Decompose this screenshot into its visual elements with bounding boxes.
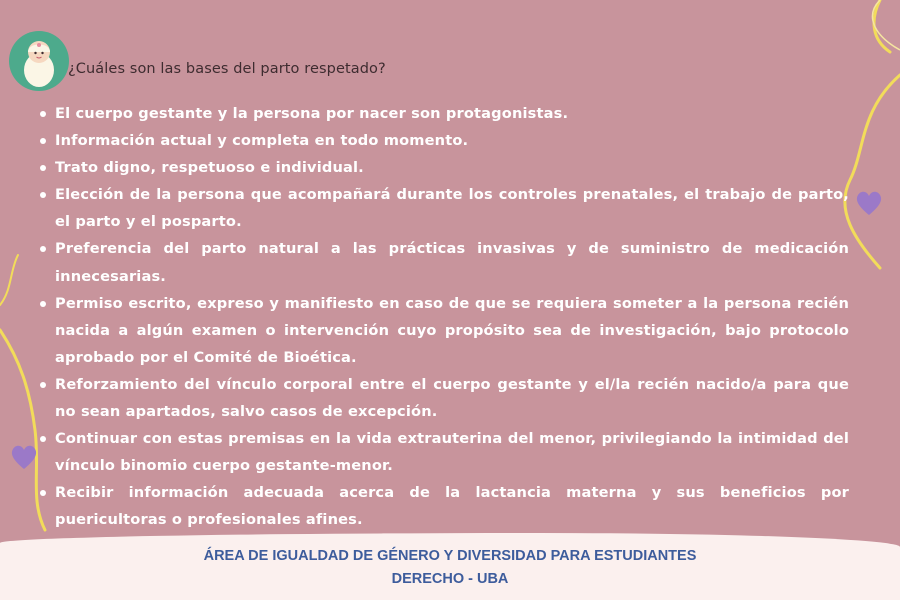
- list-item: Trato digno, respetuoso e individual.: [36, 154, 849, 181]
- decorative-curve-right: [845, 0, 900, 268]
- footer-faculty: DERECHO - UBA: [391, 571, 509, 587]
- bases-list: [36, 100, 849, 534]
- list-item: Reforzamiento del vínculo corporal entre el cuerpo gestante y el/la recién nacido/a para que no sean apartados, salvo casos de excepción.: [36, 371, 849, 425]
- list-item: El cuerpo gestante y la persona por nacer son protagonistas.: [36, 100, 849, 127]
- decorative-curve-left-2: [0, 255, 18, 305]
- decorative-curve-right-2: [873, 0, 900, 50]
- footer-org-name: ÁREA DE IGUALDAD DE GÉNERO Y DIVERSIDAD PARA ESTUDIANTES: [203, 548, 697, 564]
- list-item: Preferencia del parto natural a las prácticas invasivas y de suministro de medicación innecesarias.: [36, 235, 849, 289]
- baby-avatar-icon: [8, 30, 70, 92]
- list-item: Permiso escrito, expreso y manifiesto en caso de que se requiera someter a la persona recién nacida a algún examen o intervención cuyo propósito sea de investigación, bajo protocolo aprobado por el Comité de Bioética.: [36, 290, 849, 371]
- list-item: Recibir información adecuada acerca de la lactancia materna y sus beneficios por puericultoras o profesionales afines.: [36, 479, 849, 533]
- page-question-title: ¿Cuáles son las bases del parto respetado?: [68, 61, 386, 77]
- heart-icon: [857, 192, 881, 215]
- list-item: Elección de la persona que acompañará durante los controles prenatales, el trabajo de parto, el parto y el posparto.: [36, 181, 849, 235]
- footer-band: [0, 533, 900, 600]
- list-item: Continuar con estas premisas en la vida extrauterina del menor, privilegiando la intimidad del vínculo binomio cuerpo gestante-menor.: [36, 425, 849, 479]
- heart-icon: [12, 446, 36, 469]
- list-item: Información actual y completa en todo momento.: [36, 127, 849, 154]
